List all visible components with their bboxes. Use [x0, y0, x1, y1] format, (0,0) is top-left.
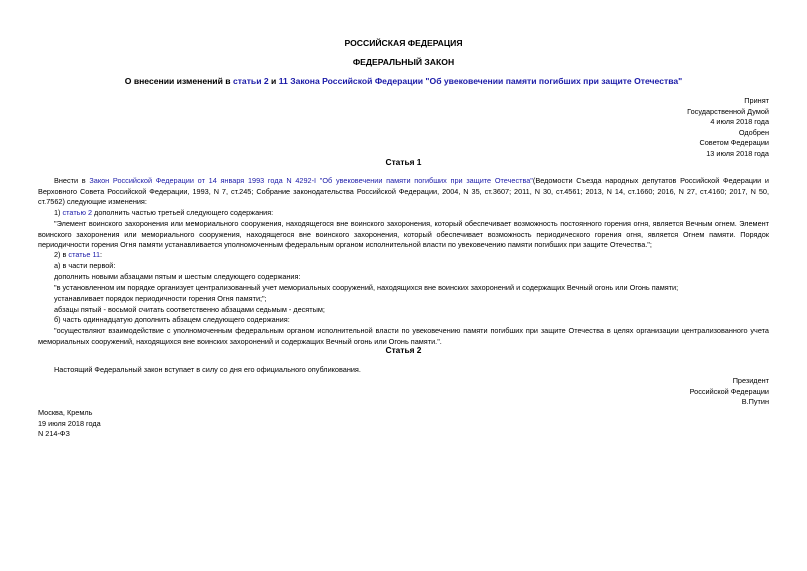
adoption-line: Государственной Думой — [687, 106, 769, 116]
law-title — [0, 76, 807, 86]
adoption-line: Принят — [744, 96, 769, 105]
title-text-2: и — [268, 76, 279, 86]
item-2-number: 2) в — [54, 250, 69, 259]
intro-text-2: (Ведомости Съезда народных депутатов Российской Федерации и Верховного Совета Российской Федерации, 1993, N 7, ст.245; Собрание законодательства Российской Федерации, 2004, N 35, ст.3607; 2011, N 30, ст.4561; 2013, N 14, ст.1660; 2016, N 27, ст.4160; 2017, N 50, ст.7562) следующие изменения: — [38, 176, 770, 207]
intro-text-1: Внести в — [54, 176, 90, 185]
item-1 — [38, 208, 769, 219]
article-1-heading: Статья 1 — [385, 157, 422, 167]
footer-line: N 214-ФЗ — [38, 429, 70, 439]
title-link-article-11[interactable]: 11 Закона Российской Федерации "Об увековечении памяти погибших при защите Отечества" — [278, 76, 683, 86]
item-2-a-1: дополнить новыми абзацами пятым и шестым следующего содержания: — [54, 272, 301, 281]
item-1-number: 1) — [54, 208, 63, 217]
law-type-heading: ФЕДЕРАЛЬНЫЙ ЗАКОН — [352, 57, 455, 67]
footer-block — [38, 408, 101, 440]
article-2-text: Настоящий Федеральный закон вступает в силу со дня его официального опубликования. — [54, 365, 361, 374]
adoption-line: 4 июля 2018 года — [710, 117, 769, 127]
adoption-line: 13 июля 2018 года — [706, 148, 769, 158]
adoption-block — [687, 96, 769, 160]
item-2-a-2: "в установленном им порядке организует централизованный учет мемориальных сооружений, находящихся вне воинских захоронений и содержащих Вечный огонь или Огонь памяти; — [54, 283, 679, 292]
article-11-link[interactable]: статье 11 — [68, 250, 101, 259]
law-reference-link[interactable]: Закон Российской Федерации от 14 января 1993 года N 4292-I "Об увековечении памяти погибших при защите Отечества" — [89, 176, 533, 185]
item-1-quote: "Элемент воинского захоронения или мемориального сооружения, находящегося вне воинского захоронения, который обеспечивает возможность постоянного горения огня, является Вечным огнем. Элемент воинского захоронения или мемориального сооружения, находящегося вне воинского захоронения, который обеспечивает возможность периодического горения огня, является Огнем памяти. Порядок периодичности горения Огня памяти устанавливается уполномоченным федеральным органом исполнительной власти по увековечению памяти погибших при защите Отечества."; — [38, 219, 769, 250]
signature-line: В.Путин — [741, 397, 769, 407]
title-link-article-2[interactable]: статьи 2 — [232, 76, 269, 86]
article-1-intro — [38, 176, 769, 208]
article-2-link[interactable]: статью 2 — [62, 208, 93, 217]
adoption-line: Одобрен — [738, 127, 769, 137]
signature-block — [690, 376, 769, 408]
item-2-text: : — [100, 250, 103, 259]
signature-line: Российской Федерации — [689, 386, 769, 396]
adoption-line: Советом Федерации — [699, 138, 769, 148]
title-text-1: О внесении изменений в — [124, 76, 233, 86]
item-2-a-3: устанавливает порядок периодичности горения Огня памяти;"; — [54, 294, 267, 303]
footer-line: Москва, Кремль — [38, 408, 93, 417]
article-2-heading: Статья 2 — [385, 345, 422, 355]
federation-heading: РОССИЙСКАЯ ФЕДЕРАЦИЯ — [344, 38, 463, 48]
signature-line: Президент — [732, 376, 769, 385]
footer-line: 19 июля 2018 года — [38, 418, 101, 428]
item-2-b-1: "осуществляют взаимодействие с уполномоченным федеральным органом исполнительной власти по увековечению памяти погибших при защите Отечества в целях организации централизованного учета мемориальных сооружений, находящихся вне воинских захоронений и содержащих Вечный огонь или Огонь памяти.". — [38, 326, 769, 346]
item-2-a-4: абзацы пятый - восьмой считать соответственно абзацами седьмым - десятым; — [54, 305, 325, 314]
item-1-text: дополнить частью третьей следующего содержания: — [92, 208, 274, 217]
item-2 — [38, 250, 769, 261]
item-2-a: а) в части первой: — [54, 261, 116, 270]
item-2-b: б) часть одиннадцатую дополнить абзацем следующего содержания: — [54, 315, 290, 324]
